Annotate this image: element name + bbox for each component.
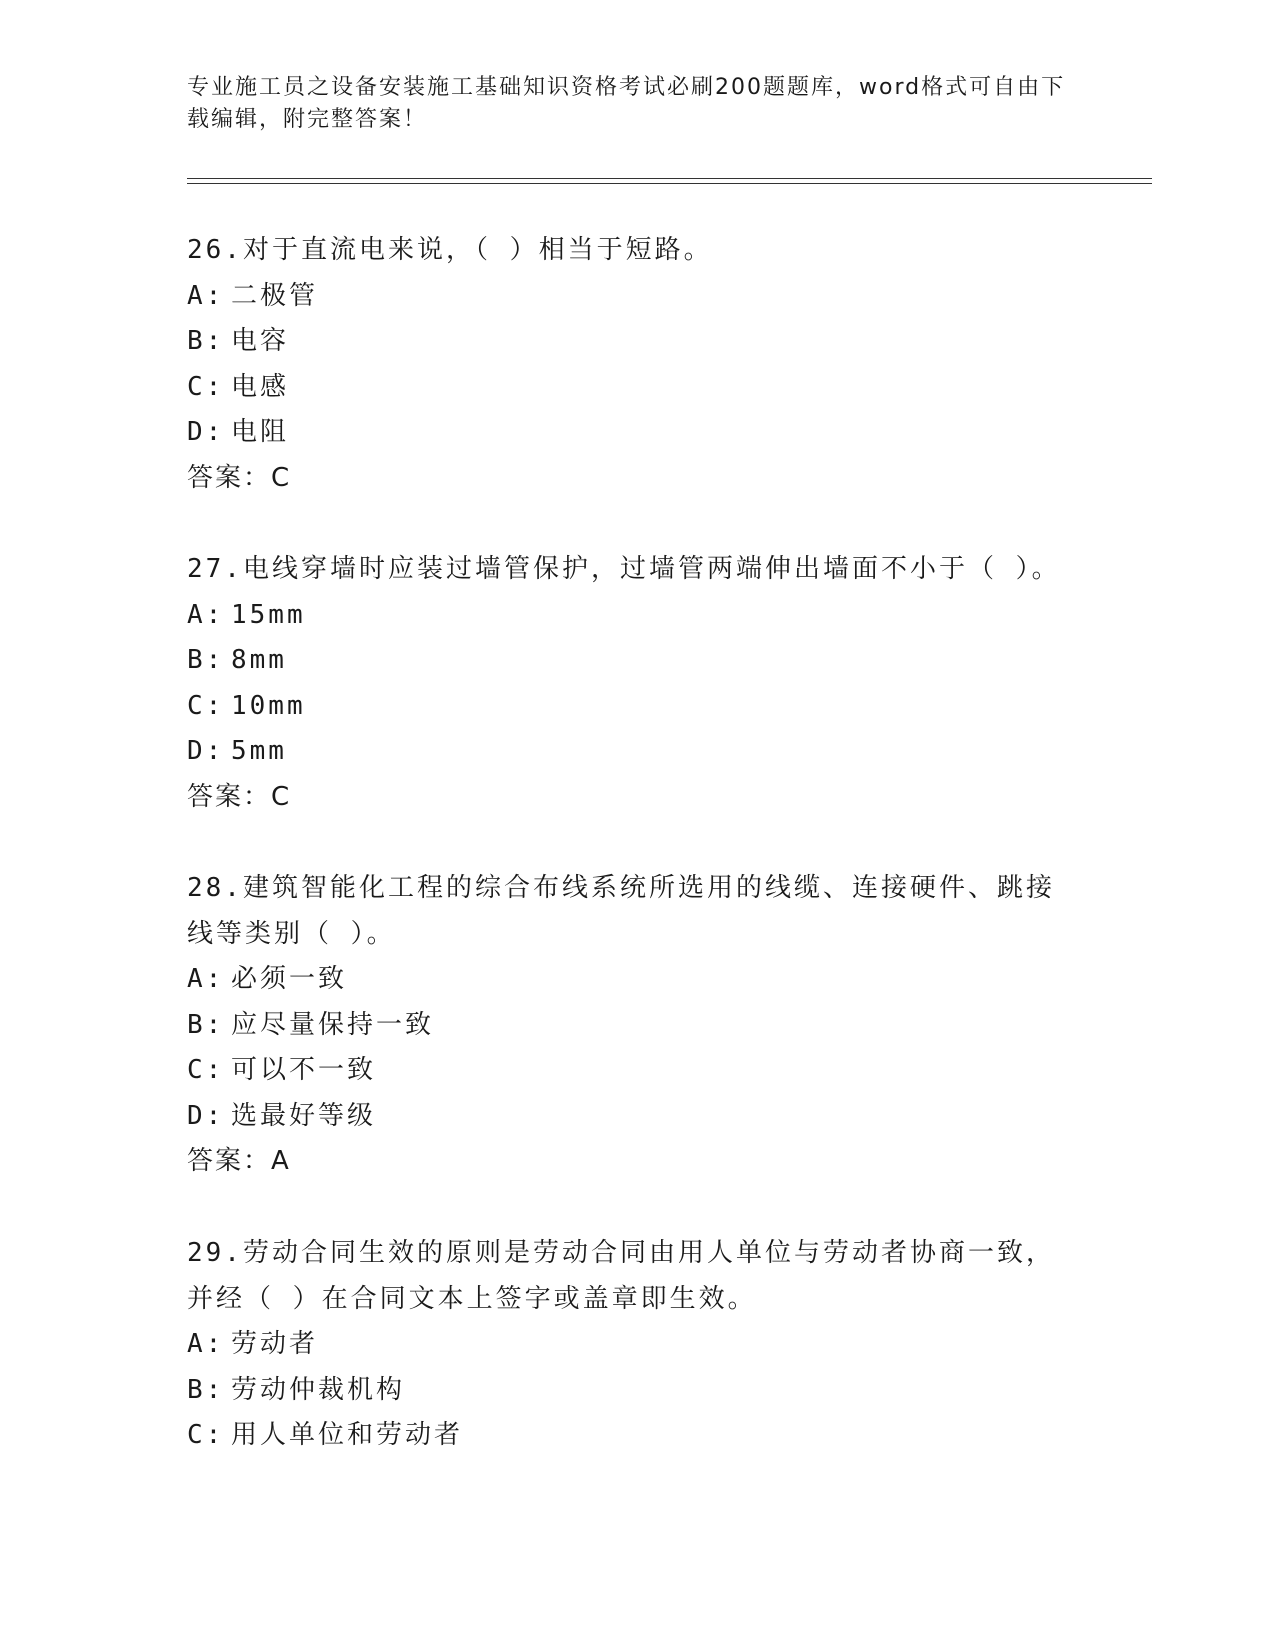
option-label: B:	[187, 1374, 225, 1405]
option-text: 电阻	[231, 417, 290, 447]
question-stem: 29.劳动合同生效的原则是劳动合同由用人单位与劳动者协商一致，并经（ ）在合同文本上签字或盖章即生效。	[187, 1238, 1055, 1314]
option-b	[187, 1368, 1087, 1414]
option-text: 用人单位和劳动者	[231, 1420, 464, 1450]
option-b	[187, 319, 1087, 365]
option-label: B:	[187, 1009, 225, 1040]
answer-line: 答案：A	[187, 1146, 291, 1176]
option-label: C:	[187, 1420, 225, 1450]
option-b	[187, 1003, 1087, 1049]
option-label: A:	[187, 599, 225, 630]
header-divider-top	[187, 178, 1152, 179]
option-label: D:	[187, 1100, 225, 1131]
option-d	[187, 729, 1087, 775]
option-d	[187, 410, 1087, 456]
option-b	[187, 638, 1087, 684]
question-stem: 26.对于直流电来说，（ ）相当于短路。	[187, 235, 713, 265]
option-c	[187, 684, 1087, 730]
question-stem: 28.建筑智能化工程的综合布线系统所选用的线缆、连接硬件、跳接线等类别（ ）。	[187, 873, 1055, 949]
option-c	[187, 365, 1087, 411]
answer-line: 答案：C	[187, 462, 292, 493]
option-text: 15mm	[231, 599, 306, 630]
option-text: 可以不一致	[231, 1055, 377, 1085]
option-text: 劳动者	[231, 1329, 319, 1359]
option-label: A:	[187, 280, 225, 311]
option-c	[187, 1413, 1087, 1459]
option-c	[187, 1048, 1087, 1094]
option-label: A:	[187, 1329, 225, 1359]
question-29	[187, 1231, 1087, 1459]
question-27	[187, 547, 1087, 820]
option-text: 应尽量保持一致	[231, 1009, 435, 1040]
option-label: D:	[187, 736, 225, 766]
option-label: C:	[187, 1055, 225, 1085]
option-text: 劳动仲裁机构	[231, 1374, 406, 1405]
question-28	[187, 866, 1087, 1185]
option-text: 电容	[231, 326, 290, 356]
option-label: C:	[187, 690, 225, 721]
option-a	[187, 957, 1087, 1003]
question-26	[187, 228, 1087, 501]
option-label: B:	[187, 326, 225, 356]
option-a	[187, 593, 1087, 639]
option-text: 必须一致	[231, 964, 348, 994]
option-text: 8mm	[231, 645, 287, 675]
option-text: 二极管	[231, 280, 319, 311]
document-header: 专业施工员之设备安装施工基础知识资格考试必刷200题题库，word格式可自由下载编辑，附完整答案！	[187, 75, 1066, 132]
answer-line: 答案：C	[187, 781, 292, 812]
question-stem: 27.电线穿墙时应装过墙管保护，过墙管两端伸出墙面不小于（ ）。	[187, 554, 1061, 584]
option-d	[187, 1094, 1087, 1140]
option-a	[187, 1322, 1087, 1368]
option-text: 电感	[231, 371, 290, 402]
option-label: D:	[187, 417, 225, 447]
option-text: 选最好等级	[231, 1100, 377, 1131]
option-text: 5mm	[231, 736, 287, 766]
option-label: A:	[187, 964, 225, 994]
option-text: 10mm	[231, 690, 306, 721]
header-divider-bottom	[187, 183, 1152, 184]
option-label: C:	[187, 371, 225, 402]
option-label: B:	[187, 645, 225, 675]
option-a	[187, 274, 1087, 320]
